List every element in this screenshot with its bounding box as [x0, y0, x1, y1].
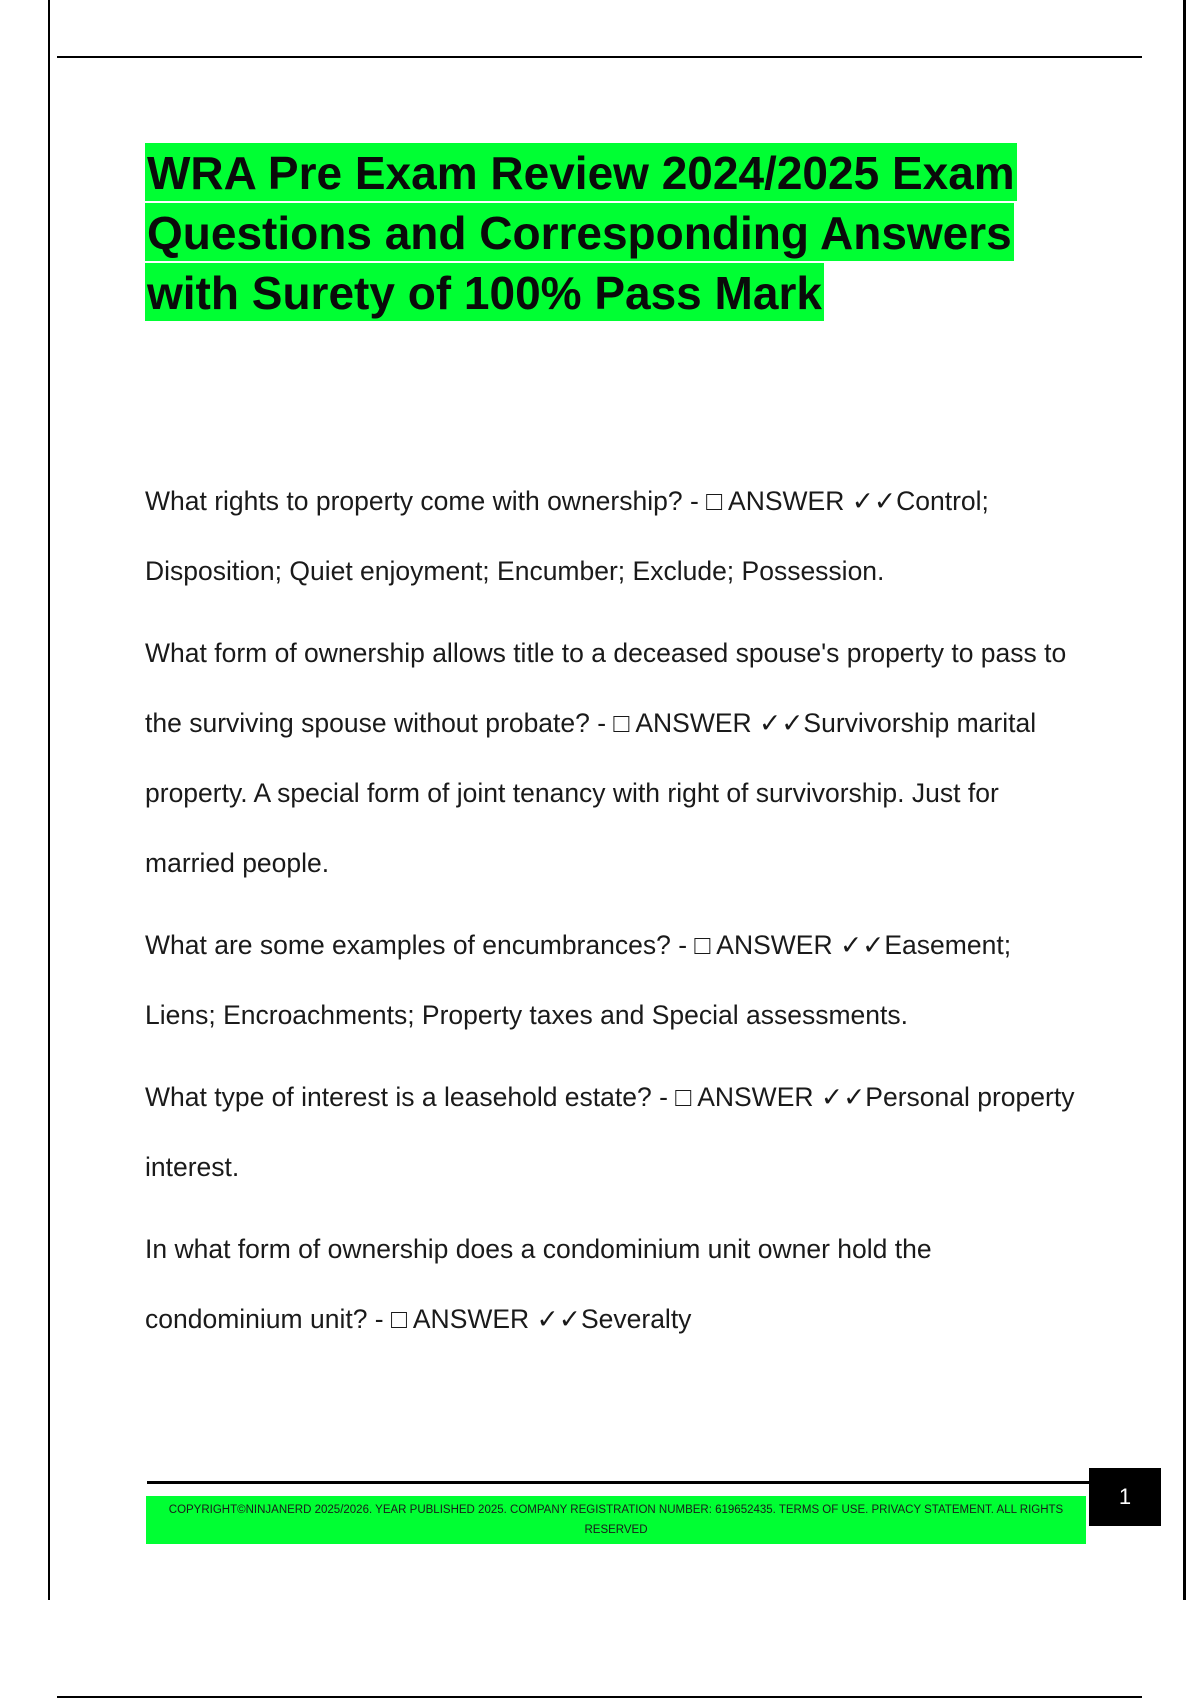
footer-copyright-text: COPYRIGHT©NINJANERD 2025/2026. YEAR PUBLISHED 2025. COMPANY REGISTRATION NUMBER: 619652435. TERMS OF USE. PRIVACY STATEMENT. ALL RIGHTS RESERVED [168, 1504, 1064, 1536]
qa-entry-1: What rights to property come with ownership? - □ ANSWER ✓✓Control; Disposition; Quiet enjoyment; Encumber; Exclude; Possession. [145, 486, 989, 586]
document-title-text: WRA Pre Exam Review 2024/2025 Exam Questions and Corresponding Answers with Surety of 100% Pass Mark [145, 143, 1017, 321]
qa-list [145, 466, 1085, 1366]
page-border-right [1183, 0, 1186, 1600]
page-bottom-rule [57, 1696, 1142, 1698]
qa-entry-4: What type of interest is a leasehold estate? - □ ANSWER ✓✓Personal property interest. [145, 1082, 1075, 1182]
document-title [145, 143, 1075, 323]
footer-rule [147, 1481, 1092, 1484]
qa-entry-5: In what form of ownership does a condominium unit owner hold the condominium unit? - □ ANSWER ✓✓Severalty [145, 1234, 932, 1334]
qa-entry-2: What form of ownership allows title to a deceased spouse's property to pass to the surviving spouse without probate? - □ ANSWER ✓✓Survivorship marital property. A special form of joint tenancy with right of survivorship. Just for married people. [145, 638, 1067, 878]
footer-copyright-bar [146, 1496, 1086, 1544]
page-border-left [48, 0, 50, 1600]
header-rule [57, 56, 1142, 58]
qa-entry-3: What are some examples of encumbrances? - □ ANSWER ✓✓Easement; Liens; Encroachments; Property taxes and Special assessments. [145, 930, 1012, 1030]
page-number-box [1089, 1468, 1161, 1526]
page-number: 1 [1118, 1484, 1132, 1509]
